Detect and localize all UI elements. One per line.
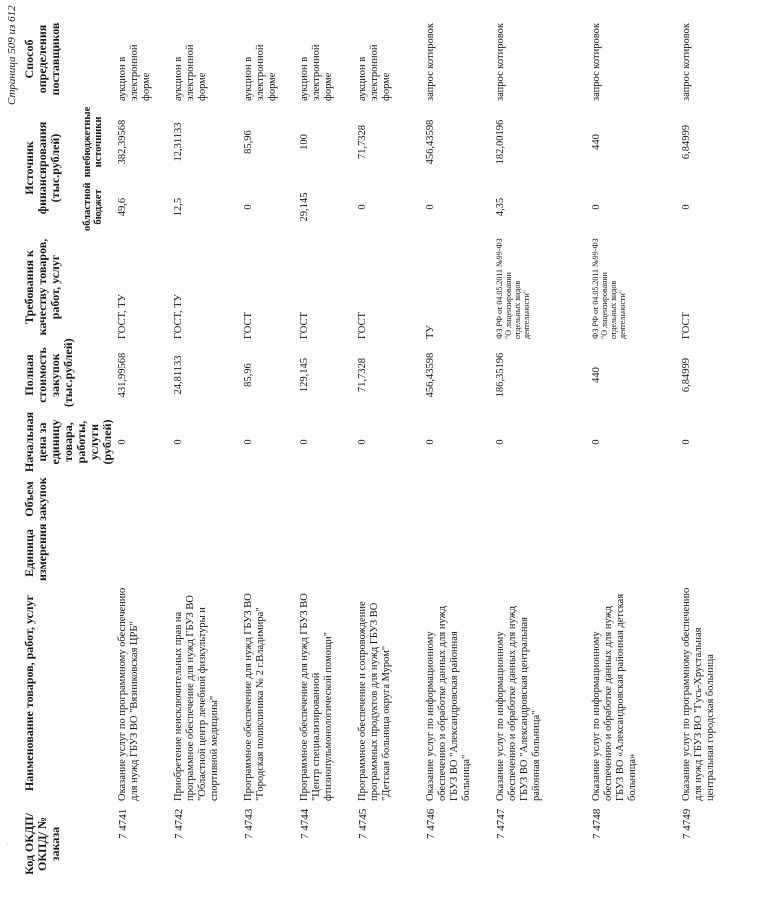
cell-lot: 7 4744 <box>299 808 311 839</box>
cell-code <box>679 841 759 885</box>
cell-method: запрос котировок <box>495 23 506 101</box>
col-code-header: Код ОКДП/ ОКПД/ № заказа <box>22 813 62 875</box>
cell-regional: 0 <box>357 204 368 210</box>
cell-lot: 7 4741 <box>117 808 129 839</box>
cell-req: ГОСТ, ТУ <box>173 294 184 339</box>
cell-lot: 7 4748 <box>591 808 603 839</box>
cell-total: 85,96 <box>243 363 254 387</box>
col-total-header: Полная стоимость закупок (тыс.рублей) <box>22 338 75 407</box>
cell-price: 0 <box>591 439 602 445</box>
table-row <box>171 15 241 885</box>
cell-method: аукцион в электронной форме <box>357 44 392 101</box>
cell-unit <box>423 523 493 583</box>
col-unit-header: Единица измерения <box>22 523 49 581</box>
cell-req: ГОСТ <box>357 312 368 339</box>
cell-lot: 7 4747 <box>495 808 507 839</box>
cell-req: ГОСТ, ТУ <box>117 294 128 339</box>
col-name-header: Наименование товаров, работ, услуг <box>22 594 36 792</box>
cell-method: запрос котировок <box>591 23 602 101</box>
cell-req: ФЗ РФ от 04.05.2011 №99-ФЗ "О лицензировании отдельных видов деятельности" <box>495 238 531 339</box>
cell-method: запрос котировок <box>425 23 436 101</box>
cell-code <box>355 841 423 885</box>
cell-extra: 71,7328 <box>357 124 368 160</box>
cell-price: 0 <box>495 439 506 445</box>
cell-code <box>493 841 589 885</box>
cell-extra: 440 <box>591 134 602 150</box>
cell-extra: 100 <box>299 134 310 150</box>
cell-volume <box>297 475 355 523</box>
cell-regional: 0 <box>681 204 692 210</box>
cell-name: Приобретение неисключительных прав на программное обеспечение для нужд ГБУЗ ВО "Областной центр лечебной физкультуры и спортивной медицины" <box>173 595 220 801</box>
cell-lot: 7 4742 <box>173 808 185 839</box>
col-price-header: Начальная цена за единицу товара, работы, услуги (рублей) <box>22 411 114 473</box>
cell-code <box>297 841 355 885</box>
cell-unit <box>241 523 297 583</box>
col-funding-regional-header: областной бюджет <box>81 182 104 231</box>
col-requirements-header: Требования к качеству товаров, работ, услуг <box>22 238 62 336</box>
cell-price: 0 <box>173 439 184 445</box>
cell-code <box>115 841 171 885</box>
cell-unit <box>493 523 589 583</box>
scan-artifact: · <box>2 842 12 845</box>
procurement-table <box>22 15 759 885</box>
cell-volume <box>679 475 759 523</box>
cell-total: 440 <box>591 367 602 383</box>
cell-regional: 4,35 <box>495 197 506 217</box>
cell-volume <box>355 475 423 523</box>
cell-total: 6,84999 <box>681 357 692 393</box>
cell-name: Оказание услуг по информационному обеспечению и обработке данных для нужд ГБУЗ ВО "Александровская районная больница" <box>425 605 472 801</box>
cell-regional: 49,6 <box>117 197 128 217</box>
table-row <box>423 15 493 885</box>
cell-extra: 382,39568 <box>117 119 128 165</box>
cell-volume <box>493 475 589 523</box>
cell-method: аукцион в электронной форме <box>299 44 334 101</box>
cell-price: 0 <box>299 439 310 445</box>
cell-name: Программное обеспечение и сопровождение программных продуктов для нужд ГБУЗ ВО "Детская больница округа Муром" <box>357 601 392 801</box>
cell-total: 71,7328 <box>357 357 368 393</box>
cell-req: ТУ <box>425 325 436 339</box>
cell-volume <box>589 475 679 523</box>
cell-volume <box>241 475 297 523</box>
cell-unit <box>355 523 423 583</box>
cell-name: Программное обеспечение для нужд ГБУЗ ВО "Центр специализированной фтизиопульмонологической помощи" <box>299 593 334 801</box>
cell-price: 0 <box>681 439 692 445</box>
cell-code <box>589 841 679 885</box>
cell-name: Оказание услуг по информационному обеспечению и обработке данных для нужд ГБУЗ ВО «Александровская районная детская больница» <box>591 593 638 801</box>
cell-unit <box>171 523 241 583</box>
cell-regional: 29,145 <box>299 192 310 222</box>
cell-req: ГОСТ <box>243 312 254 339</box>
cell-method: аукцион в электронной форме <box>243 44 278 101</box>
cell-unit <box>115 523 171 583</box>
table-row <box>493 15 589 885</box>
table-row <box>115 15 171 885</box>
cell-code <box>241 841 297 885</box>
cell-name: Оказание услуг по программному обеспечению для нужд ГБУЗ ВО "Гусь-Хрустальная центральная городская больница <box>681 587 716 801</box>
cell-regional: 0 <box>243 204 254 210</box>
cell-volume <box>171 475 241 523</box>
cell-price: 0 <box>425 439 436 445</box>
cell-volume <box>423 475 493 523</box>
cell-unit <box>589 523 679 583</box>
col-method-header: Способ определения поставщиков <box>22 22 62 96</box>
cell-unit <box>297 523 355 583</box>
col-funding-extra-header: внебюджетные источники <box>81 106 104 178</box>
cell-req: ФЗ РФ от 04.05.2011 №99-ФЗ "О лицензировании отдельных видов деятельности" <box>591 238 627 339</box>
cell-total: 431,99568 <box>117 352 128 398</box>
cell-extra: 6,84999 <box>681 124 692 160</box>
col-volume-header: Объем закупок <box>22 477 49 521</box>
cell-regional: 0 <box>591 204 602 210</box>
cell-total: 129,145 <box>299 357 310 393</box>
cell-method: аукцион в электронной форме <box>173 44 208 101</box>
col-funding-header: Источник финансирования (тыс.рублей) <box>22 121 62 215</box>
header-row <box>22 15 79 885</box>
table-row <box>355 15 423 885</box>
cell-volume <box>115 475 171 523</box>
cell-price: 0 <box>117 439 128 445</box>
cell-code <box>171 841 241 885</box>
cell-lot: 7 4746 <box>425 808 437 839</box>
cell-req: ГОСТ <box>681 312 692 339</box>
table-row <box>679 15 759 885</box>
table-row <box>297 15 355 885</box>
cell-unit <box>679 523 759 583</box>
cell-price: 0 <box>243 439 254 445</box>
cell-name: Оказание услуг по информационному обеспечению и обработке данных для нужд ГБУЗ ВО "Александровская центральная районная больница" <box>495 605 542 801</box>
cell-name: Программное обеспечение для нужд ГБУЗ ВО "Городская поликлиника № 2 г.Владимира" <box>243 593 266 801</box>
cell-extra: 182,00196 <box>495 119 506 165</box>
cell-lot: 7 4745 <box>357 808 369 839</box>
cell-name: Оказание услуг по программному обеспечению для нужд ГБУЗ ВО "Вязниковская ЦРБ" <box>117 587 140 801</box>
cell-code <box>423 841 493 885</box>
cell-method: аукцион в электронной форме <box>117 44 152 101</box>
page-number: Страница 509 из 612 <box>6 5 18 105</box>
cell-method: запрос котировок <box>681 23 692 101</box>
cell-extra: 85,96 <box>243 130 254 154</box>
cell-extra: 456,43598 <box>425 119 436 165</box>
table-row <box>241 15 297 885</box>
cell-price: 0 <box>357 439 368 445</box>
cell-total: 24,81133 <box>173 355 184 395</box>
table-row <box>589 15 679 885</box>
cell-total: 186,35196 <box>495 352 506 398</box>
cell-regional: 0 <box>425 204 436 210</box>
cell-req: ГОСТ <box>299 312 310 339</box>
cell-lot: 7 4749 <box>681 808 693 839</box>
cell-total: 456,43598 <box>425 352 436 398</box>
cell-regional: 12,5 <box>173 197 184 217</box>
cell-extra: 12,31133 <box>173 122 184 162</box>
cell-lot: 7 4743 <box>243 808 255 839</box>
